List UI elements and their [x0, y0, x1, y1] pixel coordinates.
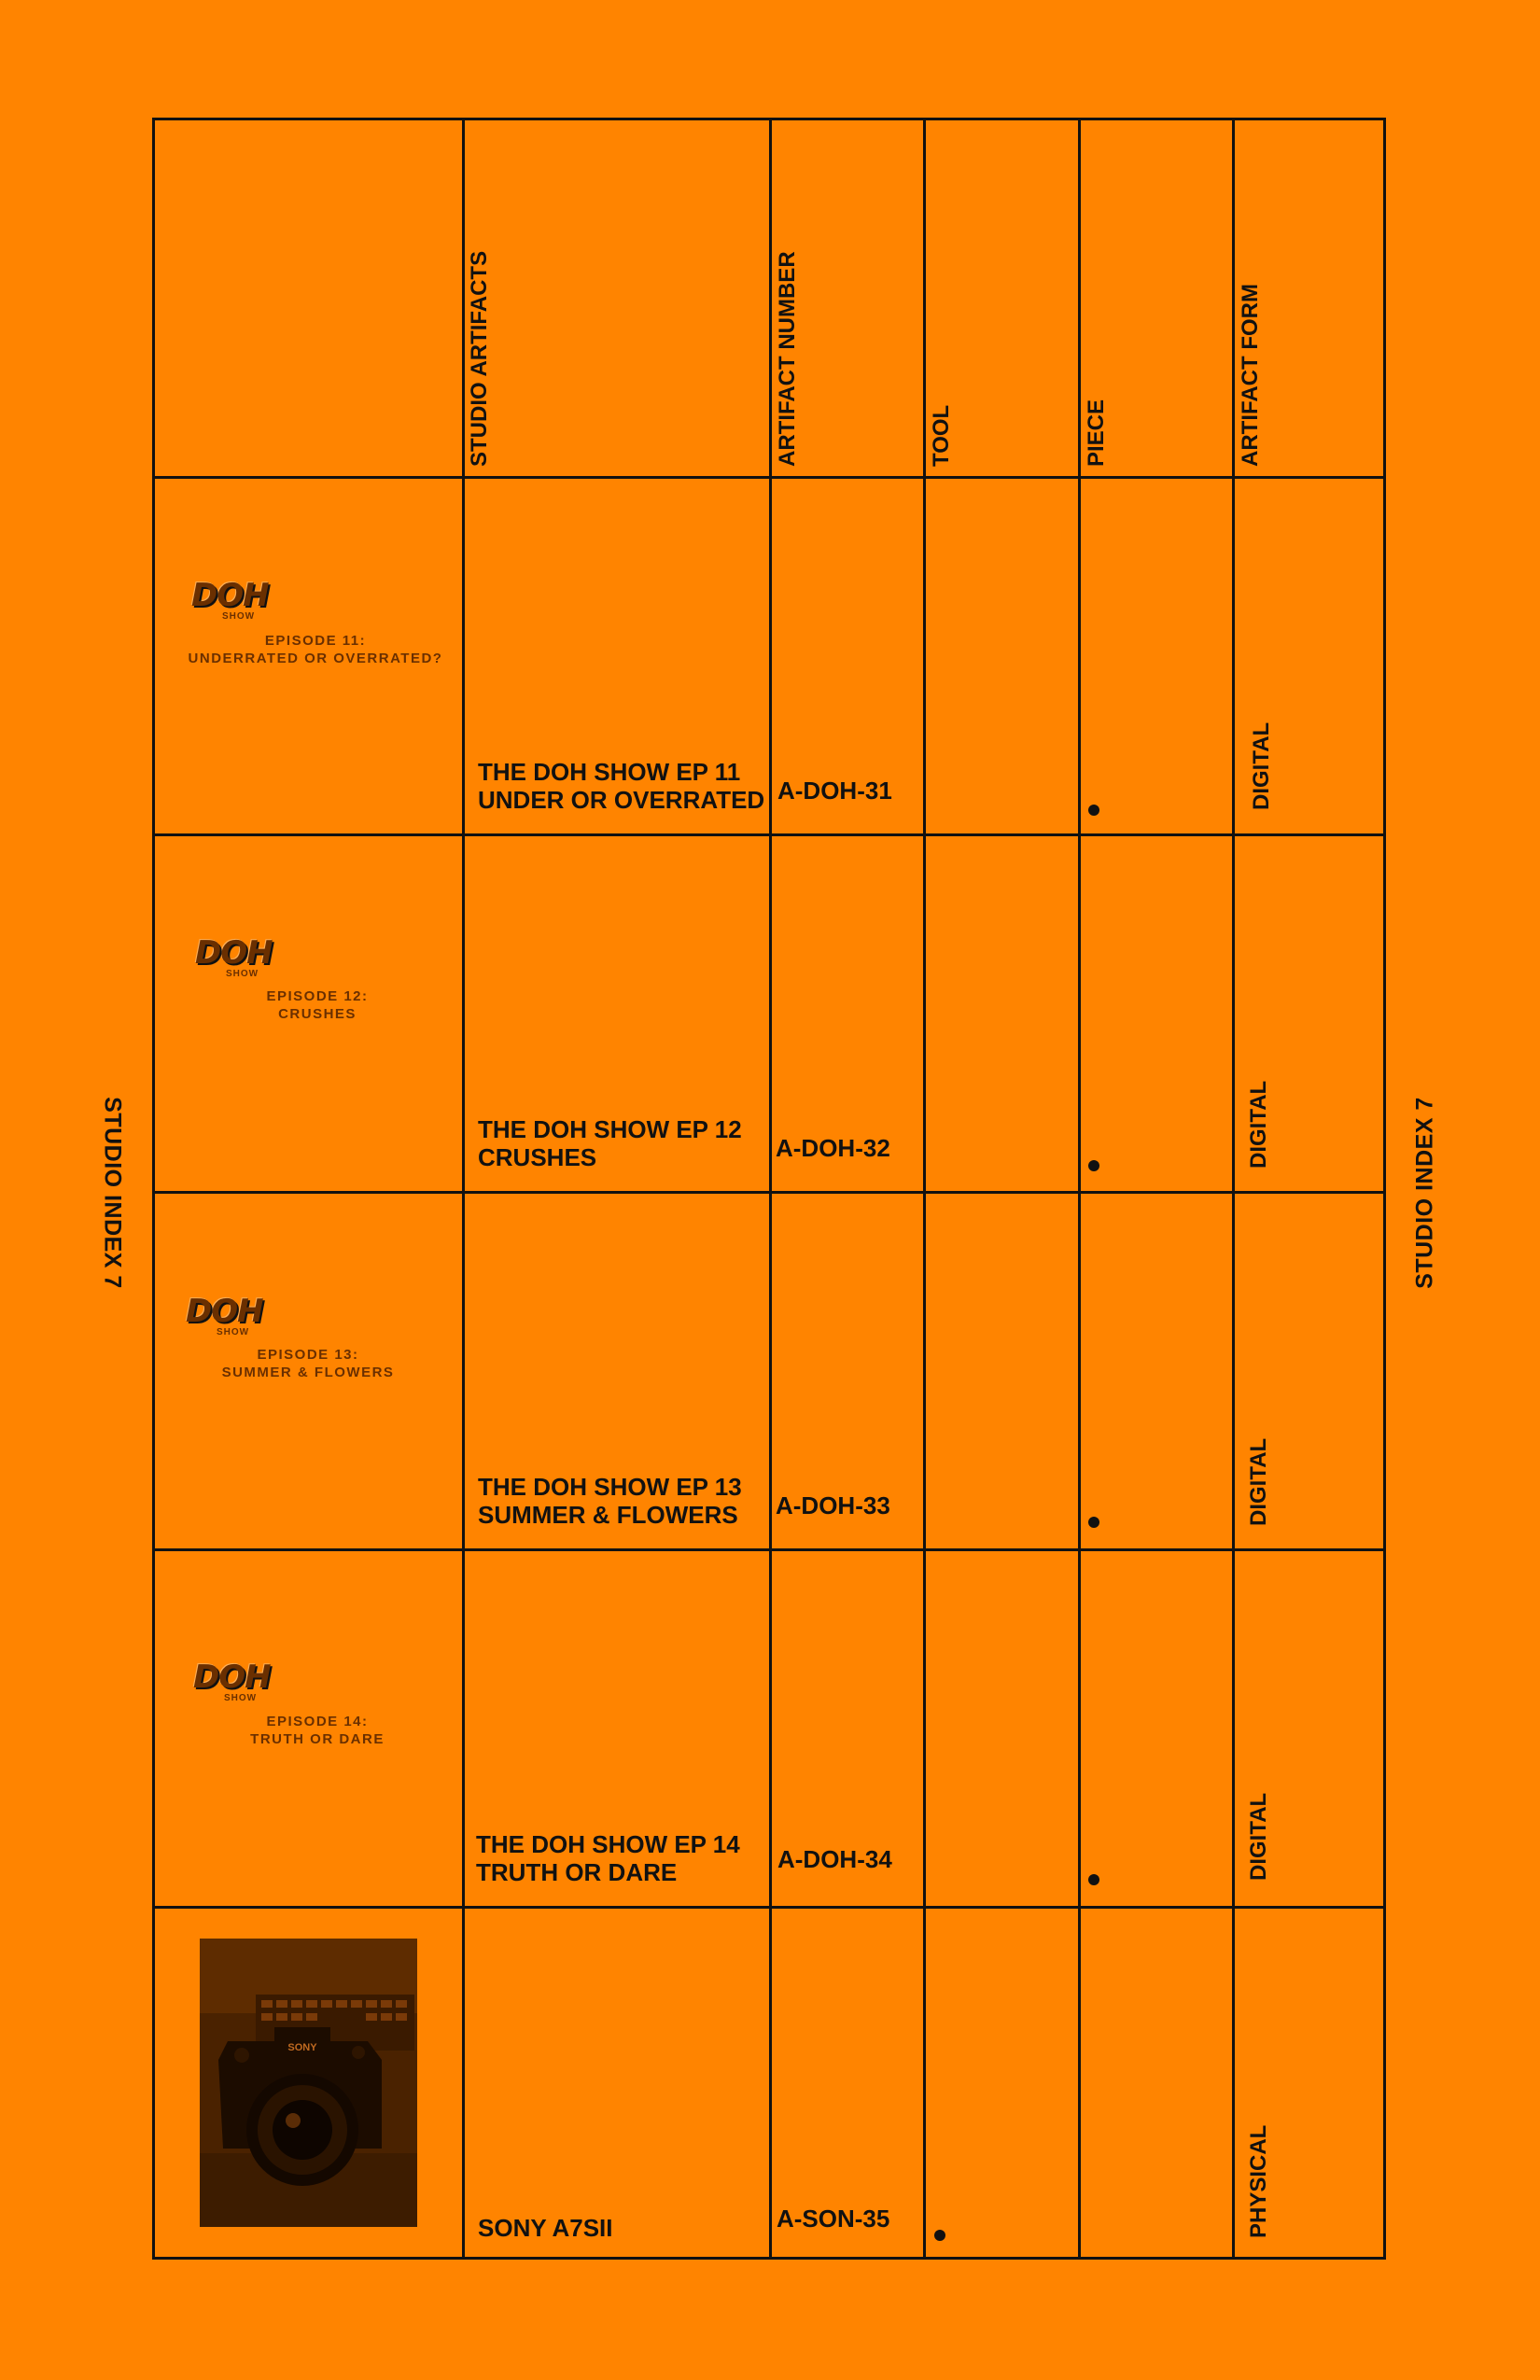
doh-show-logo-sub: SHOW: [226, 969, 259, 979]
thumbnail-title-line2: TRUTH OR DARE: [250, 1731, 385, 1747]
artifact-form: PHYSICAL: [1246, 2124, 1271, 2238]
header-tool: TOOL: [929, 404, 954, 467]
doh-show-logo-sub: SHOW: [224, 1693, 258, 1703]
thumbnail-title-line1: EPISODE 14:: [266, 1714, 369, 1729]
artifact-form: DIGITAL: [1246, 1080, 1271, 1169]
doh-show-logo-sub: SHOW: [222, 611, 256, 622]
artifact-form: DIGITAL: [1246, 1437, 1271, 1526]
artifact-name-line2: CRUSHES: [478, 1143, 597, 1171]
artifact-number: A-DOH-34: [777, 1845, 892, 1873]
doh-show-logo: DOH: [186, 1293, 263, 1330]
artifact-form: DIGITAL: [1249, 721, 1274, 810]
artifact-form: DIGITAL: [1246, 1792, 1271, 1881]
doh-show-logo: DOH: [195, 934, 273, 972]
thumbnail-title-line1: EPISODE 13:: [257, 1347, 359, 1363]
artifact-name-line2: SUMMER & FLOWERS: [478, 1501, 738, 1529]
header-artifact-form: ARTIFACT FORM: [1238, 284, 1263, 467]
column-divider: [769, 120, 772, 2257]
thumbnail-title-line2: UNDERRATED OR OVERRATED?: [188, 651, 443, 666]
side-label-right: STUDIO INDEX 7: [1411, 1097, 1438, 1289]
artifact-name-line2: TRUTH OR DARE: [476, 1858, 678, 1886]
column-divider: [1232, 120, 1235, 2257]
camera-photo-graphic: [200, 1939, 417, 2227]
camera-brand-text: SONY: [287, 2042, 317, 2053]
column-divider: [462, 120, 465, 2257]
piece-marker-dot: [1088, 805, 1099, 816]
header-studio-artifacts: STUDIO ARTIFACTS: [467, 250, 492, 467]
row-divider: [155, 1548, 1383, 1551]
thumbnail-title-line1: EPISODE 11:: [264, 633, 367, 649]
column-divider: [1078, 120, 1081, 2257]
row-divider: [155, 833, 1383, 836]
artifact-number: A-DOH-32: [776, 1134, 890, 1162]
tool-marker-dot: [934, 2230, 945, 2241]
header-artifact-number: ARTIFACT NUMBER: [775, 251, 800, 467]
piece-marker-dot: [1088, 1874, 1099, 1885]
artifact-name-line1: SONY A7SII: [478, 2214, 613, 2242]
artifact-number: A-SON-35: [777, 2205, 890, 2233]
row-divider: [155, 1191, 1383, 1194]
artifact-name-line2: UNDER OR OVERRATED: [478, 786, 765, 814]
piece-marker-dot: [1088, 1160, 1099, 1171]
camera-photo: [200, 1939, 417, 2227]
artifact-name-line1: THE DOH SHOW EP 13: [478, 1473, 742, 1501]
thumbnail-title-line1: EPISODE 12:: [266, 988, 369, 1004]
header-piece: PIECE: [1084, 399, 1109, 467]
doh-show-logo: DOH: [191, 577, 269, 614]
artifact-name-line1: THE DOH SHOW EP 12: [478, 1115, 742, 1143]
row-divider: [155, 1906, 1383, 1909]
row-divider: [155, 476, 1383, 479]
doh-show-logo: DOH: [193, 1659, 271, 1696]
artifact-name-line1: THE DOH SHOW EP 11: [478, 758, 741, 786]
side-label-left: STUDIO INDEX 7: [99, 1097, 126, 1289]
artifact-number: A-DOH-33: [776, 1491, 890, 1519]
column-divider: [923, 120, 926, 2257]
doh-show-logo-sub: SHOW: [217, 1327, 250, 1337]
artifact-name-line1: THE DOH SHOW EP 14: [476, 1830, 740, 1858]
artifact-number: A-DOH-31: [777, 777, 892, 805]
thumbnail-title-line2: SUMMER & FLOWERS: [221, 1365, 395, 1380]
thumbnail-title-line2: CRUSHES: [278, 1006, 357, 1022]
piece-marker-dot: [1088, 1517, 1099, 1528]
